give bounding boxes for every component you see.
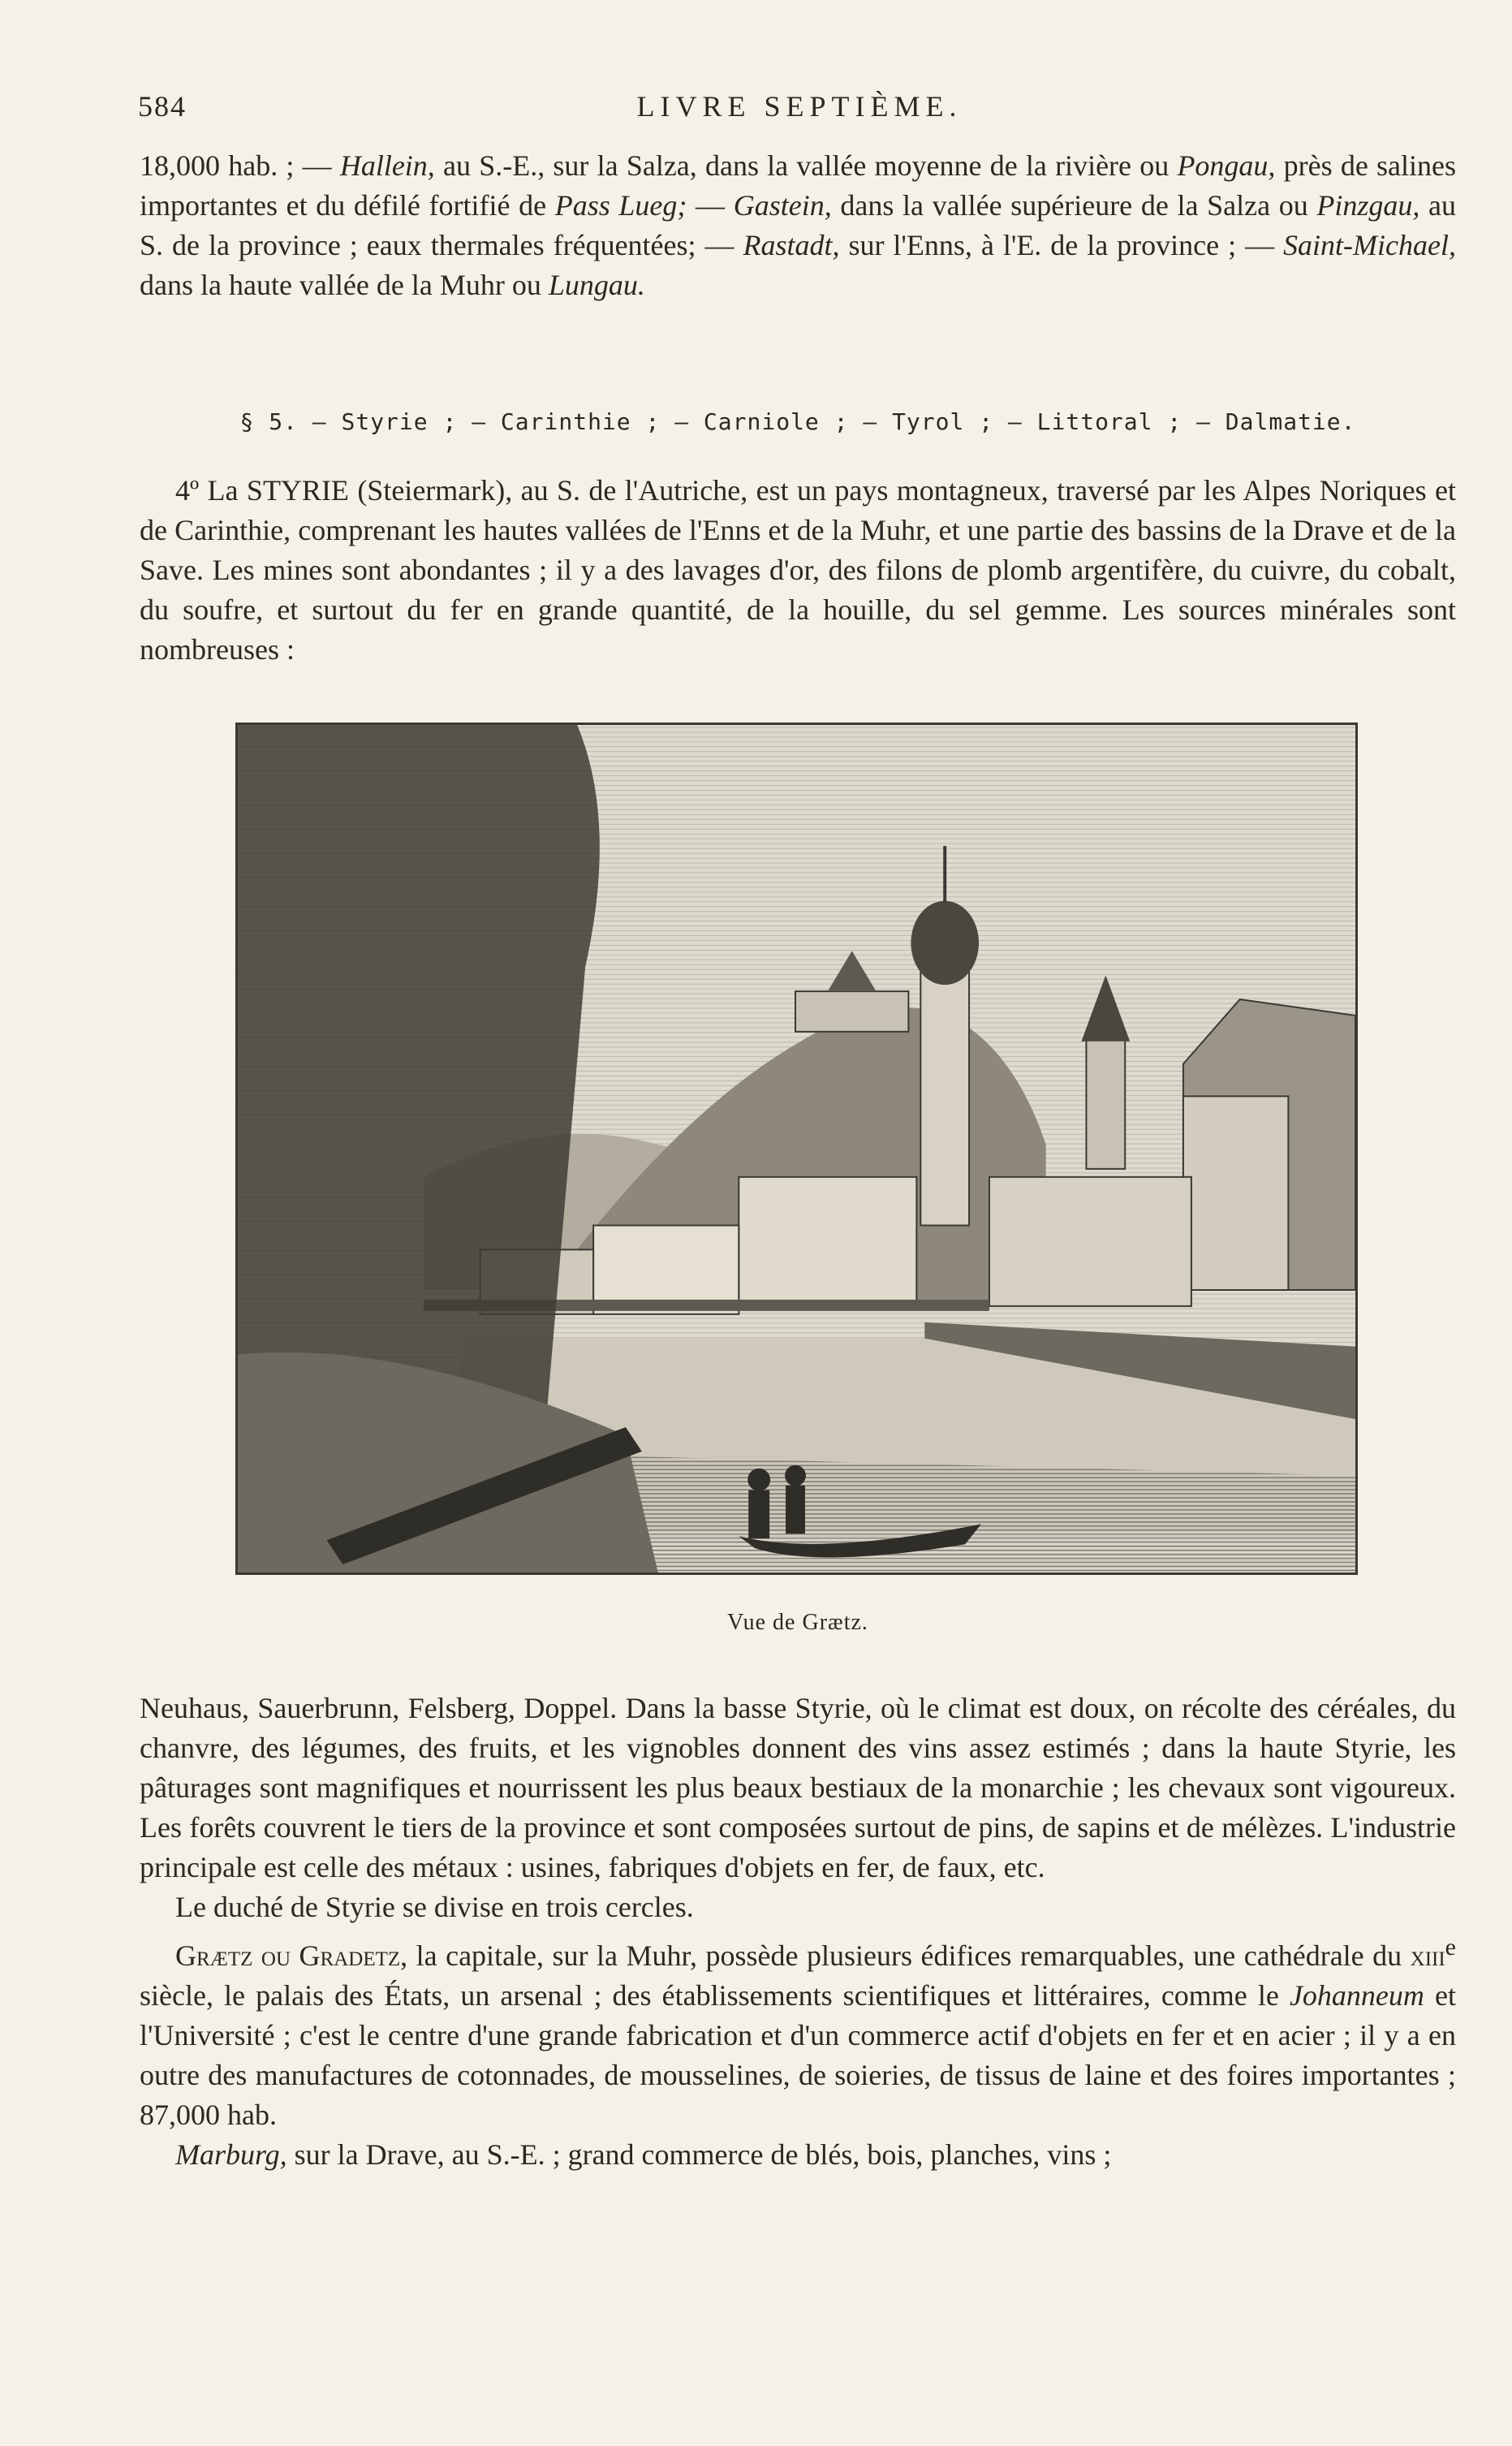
page-number: 584 — [138, 90, 187, 123]
paragraph-graetz — [140, 1927, 1456, 2135]
place-gastein: Gastein, — [733, 189, 832, 222]
intro-text: dans la haute vallée de la Muhr ou — [140, 269, 549, 301]
intro-text: au S. de la province ; eaux thermales fréquentées; — — [140, 189, 1457, 261]
place-lungau: Lungau. — [548, 269, 645, 301]
engraving-illustration — [235, 723, 1358, 1575]
styria-paragraph — [140, 471, 1456, 670]
graetz-text: et l'Université ; c'est le centre d'une grande fabrication et d'un commerce actif d'objets en fer et en acier ; il y a en outre des manufactures de cotonnades, de mousselines, de soieries, de tissus de laine et des foires importantes ; 87,000 hab. — [140, 1979, 1456, 2131]
figure-caption: Vue de Grætz. — [727, 1610, 868, 1635]
intro-text: dans la vallée supérieure de la Salza ou — [831, 189, 1317, 222]
place-hallein: Hallein, — [339, 149, 435, 182]
intro-text: au S.-E., sur la Salza, dans la vallée moyenne de la rivière ou — [434, 149, 1178, 182]
place-pongau: Pongau, — [1177, 149, 1276, 182]
paragraph-circles: Le duché de Styrie se divise en trois cercles. — [175, 1891, 694, 1923]
intro-text: 18,000 hab. ; — — [140, 149, 340, 182]
place-rastadt: Rastadt, — [743, 229, 840, 261]
place-saint-michael: Saint-Michael, — [1283, 229, 1456, 261]
continuation-text — [140, 1689, 1456, 2175]
paragraph-climate: Neuhaus, Sauerbrunn, Felsberg, Doppel. Dans la basse Styrie, où le climat est doux, on récolte des céréales, du chanvre, des légumes, des fruits, et les vignobles donnent des vins assez estimés ; dans la haute Styrie, les pâturages sont magnifiques et nourrissent les plus beaux bestiaux de la monarchie ; les chevaux sont vigoureux. Les forêts couvrent le tiers de la province et sont composées surtout de pins, de sapins et de mélèzes. L'industrie principale est celle des métaux : usines, fabriques d'objets en fer, de faux, etc. — [140, 1692, 1456, 1883]
marburg-text: sur la Drave, au S.-E. ; grand commerce de blés, bois, planches, vins ; — [286, 2138, 1112, 2171]
running-head — [138, 89, 1461, 138]
section-heading: § 5. — Styrie ; — Carinthie ; — Carniole ; — Tyrol ; — Littoral ; — Dalmatie. — [239, 408, 1356, 435]
intro-text: sur l'Enns, à l'E. de la province ; — — [839, 229, 1284, 261]
institution-johanneum: Johanneum — [1289, 1979, 1424, 2012]
graetz-text: siècle, le palais des États, un arsenal ; des établissements scientifiques et littéraires, comme le — [140, 1979, 1290, 2012]
place-pinzgau: Pinzgau, — [1316, 189, 1420, 222]
intro-text: près de salines importantes et du défilé fortifié de — [140, 149, 1457, 222]
view-of-graz-engraving — [238, 725, 1355, 1572]
intro-paragraph — [140, 146, 1456, 305]
intro-text: — — [687, 189, 734, 222]
century-suffix: e — [1445, 1934, 1456, 1961]
century-numeral: xiii — [1410, 1939, 1445, 1972]
place-marburg: Marburg, — [175, 2138, 287, 2171]
place-graetz: Grætz ou Gradetz, — [175, 1939, 408, 1972]
book-title: LIVRE SEPTIÈME. — [636, 90, 963, 123]
place-pass-lueg: Pass Lueg; — [554, 189, 687, 222]
styria-text: 4º La STYRIE (Steiermark), au S. de l'Autriche, est un pays montagneux, traversé par les Alpes Noriques et de Carinthie, comprenant les hautes vallées de l'Enns et de la Muhr, et une partie des bassins de la Drave et de la Save. Les mines sont abondantes ; il y a des lavages d'or, des filons de plomb argentifère, du cuivre, du cobalt, du soufre, et surtout du fer en grande quantité, de la houille, du sel gemme. Les sources minérales sont nombreuses : — [140, 474, 1456, 666]
paragraph-marburg — [140, 2135, 1456, 2175]
graetz-text: la capitale, sur la Muhr, possède plusieurs édifices remarquables, une cathédrale du — [407, 1939, 1411, 1972]
